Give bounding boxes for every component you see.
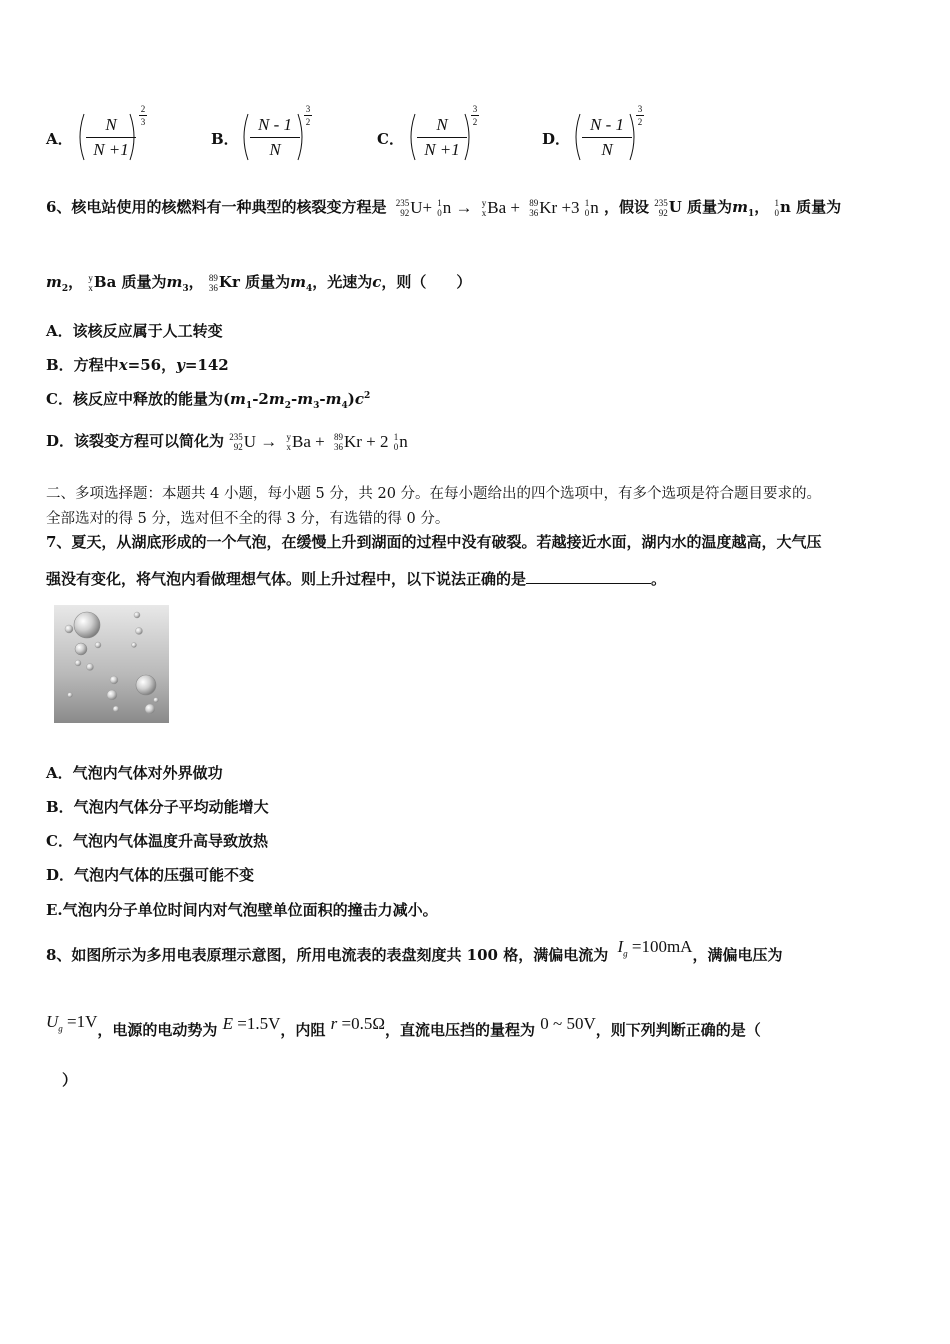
q5-option-b-fraction (250, 115, 300, 160)
iso-kr3-charge: 36 (333, 442, 343, 452)
q5-option-c-fraction (417, 115, 467, 160)
iso-kr2-mass: 89 (208, 273, 218, 283)
q6-light-text: ，光速为 (312, 273, 373, 291)
q6-option-c-s4: 4 (341, 401, 348, 411)
iso-n2-mass: 1 (584, 198, 590, 208)
q8-ig (617, 937, 693, 959)
q8-stem-line3: ） (62, 1071, 78, 1089)
q6-option-a: A．该核反应属于人工转变 (46, 322, 223, 340)
q6-m1: m (732, 198, 748, 216)
q5-option-b-exp-den: 2 (305, 117, 311, 127)
q6-eq-u-plus: U+ (410, 198, 433, 217)
iso-n2-charge: 0 (584, 208, 590, 218)
q6-option-c-m4: m (325, 390, 342, 408)
q6-stem-line2 (46, 271, 471, 294)
q5-option-c-label: C． (377, 130, 404, 148)
q6-u-mass-symbol (654, 198, 669, 218)
iso-n-mass: 1 (437, 198, 442, 208)
q5-option-a-exp-den: 3 (140, 117, 146, 127)
q5-option-a-exp-num: 2 (140, 104, 146, 114)
iso-ba3-charge: x (286, 442, 292, 452)
q6-eq-neutron (437, 198, 472, 218)
q6-comma-3: ， (188, 273, 204, 291)
q5-option-c-numerator: N (436, 115, 448, 134)
q6-end-text: ，则（ ） (381, 273, 472, 291)
q6-option-c-m3: m (297, 390, 314, 408)
iso-u-mass: 235 (395, 198, 410, 208)
q6-comma-2: ， (68, 273, 84, 291)
iso-ba-mass: y (481, 198, 487, 208)
q5-option-b-label: B． (211, 130, 239, 148)
q6-option-d-pre: D．该裂变方程可以简化为 (46, 432, 225, 450)
iso-n-charge: 0 (437, 208, 442, 218)
q5-option-c-exp-num: 3 (472, 104, 478, 114)
q8-stem-line2 (46, 1012, 761, 1041)
iso-u3-mass: 235 (229, 432, 243, 442)
q5-option-d-exponent (636, 104, 644, 127)
q5-option-b-denominator: N (269, 140, 281, 159)
q6-option-b-end: =142 (184, 356, 229, 374)
q7-option-e: E.气泡内分子单位时间内对气泡壁单位面积的撞击力减小。 (46, 901, 438, 919)
q6-option-c-t5: ) (347, 390, 355, 408)
q6-option-d-neutron (394, 432, 408, 452)
iso-n4-charge: 0 (393, 442, 399, 452)
q6-eq-uranium (396, 198, 432, 218)
q8-range-text: ，直流电压挡的量程为 (385, 1021, 536, 1039)
q5-option-a-exponent (139, 104, 147, 127)
q5-option-c-exponent (471, 104, 479, 127)
q6-option-d-u: U → (243, 432, 278, 451)
q8-stem-end: ，满偏电压为 (692, 946, 783, 964)
q6-option-d-krypton (334, 432, 389, 452)
q8-r-val: =0.5Ω (337, 1014, 386, 1033)
q8-r (331, 1014, 385, 1033)
q6-option-b-mid: =56， (127, 356, 177, 374)
q8-ug-sym: U (46, 1012, 59, 1031)
iso-u3-charge: 92 (233, 442, 243, 452)
bubbles-image (54, 605, 169, 723)
q8-end-text: ，则下列判断正确的是（ (595, 1021, 761, 1039)
q6-option-b-x: x (118, 356, 128, 374)
iso-ba3-mass: y (286, 432, 292, 442)
q8-range: 0 ~ 50V (540, 1014, 596, 1033)
q6-option-c-m2: m (268, 390, 285, 408)
q6-stem-line1 (46, 196, 841, 219)
q6-eq-krypton (529, 198, 579, 218)
q7-stem-line1: 7、夏天，从湖底形成的一个气泡，在缓慢上升到湖面的过程中没有破裂。若越接近水面，湖内水的温度越高，大气压 (46, 533, 822, 551)
q6-m4-sub: 4 (305, 284, 313, 294)
q7-stem-text: 强没有变化，将气泡内看做理想气体。则上升过程中，以下说法正确的是 (46, 570, 527, 588)
q6-option-b-y: y (176, 356, 185, 374)
q5-option-d-fraction (582, 115, 632, 160)
iso-n4-mass: 1 (393, 432, 399, 442)
iso-kr2-charge: 36 (208, 283, 218, 293)
q6-option-c-t3: - (291, 390, 298, 408)
q5-option-a-denominator: N +1 (93, 140, 129, 159)
q6-option-c-sup: 2 (364, 391, 371, 401)
q6-eq-arrow: n → (442, 198, 473, 217)
q7-stem-period: 。 (651, 570, 667, 588)
q6-m2-sub: 2 (61, 284, 69, 294)
iso-u2-mass: 235 (654, 198, 668, 208)
q6-option-c (46, 388, 370, 411)
q8-stem-pre: 8、如图所示为多用电表原理示意图，所用电流表的表盘刻度共 100 格，满偏电流为 (46, 946, 609, 964)
q6-option-d-barium (287, 432, 325, 452)
q6-option-d-n: n (399, 432, 408, 451)
q6-option-c-c: c (354, 390, 364, 408)
q5-option-a-fraction (86, 115, 136, 160)
q8-ug-val: =1V (62, 1012, 98, 1031)
q6-option-b (46, 354, 229, 375)
q7-option-d: D．气泡内气体的压强可能不变 (46, 866, 255, 884)
q8-ug (46, 1012, 98, 1034)
q5-option-d-label: D． (542, 130, 571, 148)
q6-option-c-s1: 1 (245, 401, 253, 411)
q6-option-d-uranium (229, 432, 277, 452)
q8-emf-text: ，电源的电动势为 (97, 1021, 218, 1039)
q6-option-c-t2: -2 (252, 390, 269, 408)
q6-option-d-kr: Kr + 2 (343, 432, 389, 451)
q6-option-c-m1: m (230, 390, 246, 408)
q8-ig-sub: g (623, 948, 628, 959)
q5-option-a-label: A． (46, 130, 73, 148)
q6-m4: m (290, 273, 306, 291)
q6-eq-neutron-product (585, 198, 599, 218)
q7-option-b: B．气泡内气体分子平均动能增大 (46, 798, 269, 816)
q7-stem-line2 (46, 568, 666, 589)
q6-m1-sub: 1 (747, 209, 755, 219)
iso-u-charge: 92 (400, 208, 410, 218)
q8-ig-sym: I (617, 937, 624, 956)
q6-eq-kr: Kr +3 (539, 198, 580, 217)
q6-option-d (46, 430, 408, 452)
q6-option-d-ba: Ba + (292, 432, 325, 451)
iso-n3-mass: 1 (774, 198, 779, 208)
q6-option-c-s2: 2 (284, 401, 291, 411)
q6-eq-n: n (590, 198, 599, 217)
iso-kr-charge: 36 (529, 208, 539, 218)
q6-option-c-s3: 3 (313, 401, 320, 411)
q6-assume-text: ，假设 (604, 198, 650, 216)
q6-m2: m (46, 273, 62, 291)
iso-u2-charge: 92 (658, 208, 668, 218)
q7-option-c: C．气泡内气体温度升高导致放热 (46, 832, 268, 850)
iso-kr3-mass: 89 (333, 432, 343, 442)
q6-c: c (372, 273, 382, 291)
q8-r-sym: r (330, 1014, 338, 1033)
q6-kr-mass-symbol (209, 273, 219, 293)
q5-option-c-denominator: N +1 (424, 140, 460, 159)
q6-kr-mass-text: Kr 质量为 (218, 273, 291, 291)
q6-m3-sub: 3 (182, 284, 189, 294)
q8-e-val: =1.5V (233, 1014, 281, 1033)
iso-ba2-mass: y (88, 273, 93, 283)
section2-line1: 二、多项选择题：本题共 4 小题，每小题 5 分，共 20 分。在每小题给出的四个选项中，有多个选项是符合题目要求的。 (46, 486, 822, 502)
q5-option-d-numerator: N - 1 (590, 115, 624, 134)
q6-n-mass-text: n 质量为 (779, 198, 842, 216)
q6-u-mass-text: U 质量为 (668, 198, 733, 216)
q6-ba-mass-text: Ba 质量为 (93, 273, 167, 291)
q8-ug-sub: g (58, 1023, 63, 1034)
iso-ba2-charge: x (88, 283, 93, 293)
q6-option-c-t4: - (319, 390, 326, 408)
q6-option-c-pre: C．核反应中释放的能量为( (46, 390, 231, 408)
q5-option-b-exp-num: 3 (305, 104, 311, 114)
q5-option-c-exp-den: 2 (472, 117, 478, 127)
q8-stem-line1 (46, 937, 783, 966)
q6-option-b-pre: B．方程中 (46, 356, 119, 374)
q8-ig-val: =100mA (627, 937, 693, 956)
q5-option-b-numerator: N - 1 (258, 115, 292, 134)
q6-intro: 6、核电站使用的核燃料有一种典型的核裂变方程是 (46, 198, 387, 216)
q8-e (223, 1014, 281, 1033)
q8-r-text: ，内阻 (280, 1021, 326, 1039)
q7-option-a: A．气泡内气体对外界做功 (46, 764, 223, 782)
iso-n3-charge: 0 (774, 208, 779, 218)
q5-option-b-exponent (304, 104, 312, 127)
q7-answer-blank (526, 583, 651, 584)
q6-eq-ba: Ba + (487, 198, 521, 217)
q6-m3: m (166, 273, 183, 291)
iso-kr-mass: 89 (529, 198, 539, 208)
q5-option-d-denominator: N (601, 140, 613, 159)
q6-comma-1: ， (754, 198, 770, 216)
q5-option-d-exp-den: 2 (637, 117, 643, 127)
iso-ba-charge: x (481, 208, 487, 218)
section2-line2: 全部选对的得 5 分，选对但不全的得 3 分，有选错的得 0 分。 (46, 511, 450, 527)
q5-option-d-exp-num: 3 (637, 104, 643, 114)
q6-eq-barium (482, 198, 520, 218)
q8-e-sym: E (222, 1014, 234, 1033)
q5-option-a-numerator: N (105, 115, 117, 134)
